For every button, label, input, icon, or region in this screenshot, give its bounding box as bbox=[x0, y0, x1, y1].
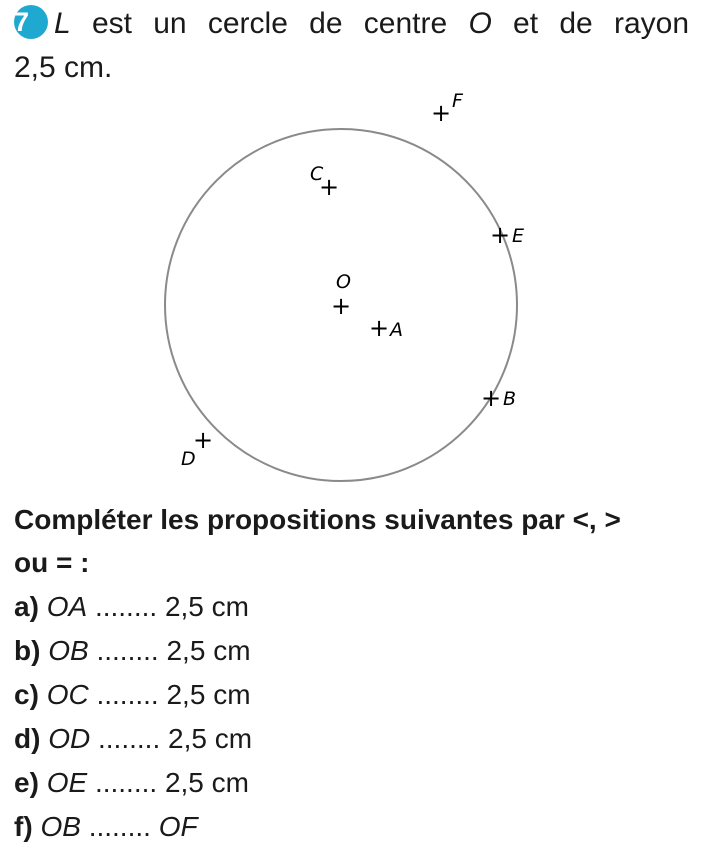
cross-A: + bbox=[368, 314, 390, 342]
question-c bbox=[14, 673, 252, 717]
question-letter: a) bbox=[14, 591, 39, 622]
answer-blank[interactable]: ........ bbox=[96, 635, 159, 666]
question-f bbox=[14, 805, 252, 849]
statement-text-a: est un cercle de centre bbox=[70, 7, 469, 40]
cross-F: + bbox=[430, 99, 452, 127]
label-F: F bbox=[452, 90, 463, 112]
label-E: E bbox=[512, 225, 525, 247]
answer-blank[interactable]: ........ bbox=[94, 591, 158, 622]
instruction-line1: Compléter les propositions suivantes par <, > bbox=[14, 504, 621, 535]
question-right-term: 2,5 cm bbox=[164, 767, 249, 798]
exercise-number-badge: 7 bbox=[14, 5, 48, 39]
statement-text-b: et de rayon bbox=[491, 7, 690, 40]
question-left-term: OA bbox=[46, 591, 88, 622]
label-B: B bbox=[503, 388, 517, 410]
question-letter: d) bbox=[14, 723, 41, 754]
question-right-term: OF bbox=[158, 811, 198, 842]
question-b bbox=[14, 629, 252, 673]
exercise-statement-line2: 2,5 cm. bbox=[14, 51, 113, 84]
instruction-line2: ou = : bbox=[14, 547, 90, 578]
question-left-term: OB bbox=[40, 811, 81, 842]
question-left-term: OE bbox=[46, 767, 88, 798]
center-name: O bbox=[468, 7, 492, 40]
circle-name: L bbox=[54, 7, 71, 40]
questions-list bbox=[14, 585, 252, 849]
label-O: O bbox=[336, 271, 351, 293]
question-right-term: 2,5 cm bbox=[166, 679, 251, 710]
cross-O: + bbox=[330, 292, 352, 320]
answer-blank[interactable]: ........ bbox=[98, 723, 161, 754]
question-letter: f) bbox=[14, 811, 33, 842]
question-left-term: OD bbox=[48, 723, 91, 754]
question-a bbox=[14, 585, 252, 629]
question-d bbox=[14, 717, 252, 761]
cross-E: + bbox=[489, 221, 511, 249]
question-letter: b) bbox=[14, 635, 41, 666]
question-right-term: 2,5 cm bbox=[166, 635, 251, 666]
question-left-term: OB bbox=[48, 635, 89, 666]
label-C: C bbox=[310, 163, 324, 185]
cross-B: + bbox=[480, 384, 502, 412]
cross-C: + bbox=[318, 173, 340, 201]
question-letter: c) bbox=[14, 679, 39, 710]
question-e bbox=[14, 761, 252, 805]
question-right-term: 2,5 cm bbox=[168, 723, 253, 754]
label-D: D bbox=[181, 448, 196, 470]
question-left-term: OC bbox=[46, 679, 89, 710]
answer-blank[interactable]: ........ bbox=[88, 811, 151, 842]
label-A: A bbox=[390, 319, 403, 341]
answer-blank[interactable]: ........ bbox=[96, 679, 159, 710]
question-letter: e) bbox=[14, 767, 39, 798]
cross-D: + bbox=[192, 426, 214, 454]
answer-blank[interactable]: ........ bbox=[94, 767, 158, 798]
exercise-statement-line1 bbox=[14, 2, 689, 46]
question-right-term: 2,5 cm bbox=[164, 591, 249, 622]
circle-figure bbox=[0, 80, 703, 490]
